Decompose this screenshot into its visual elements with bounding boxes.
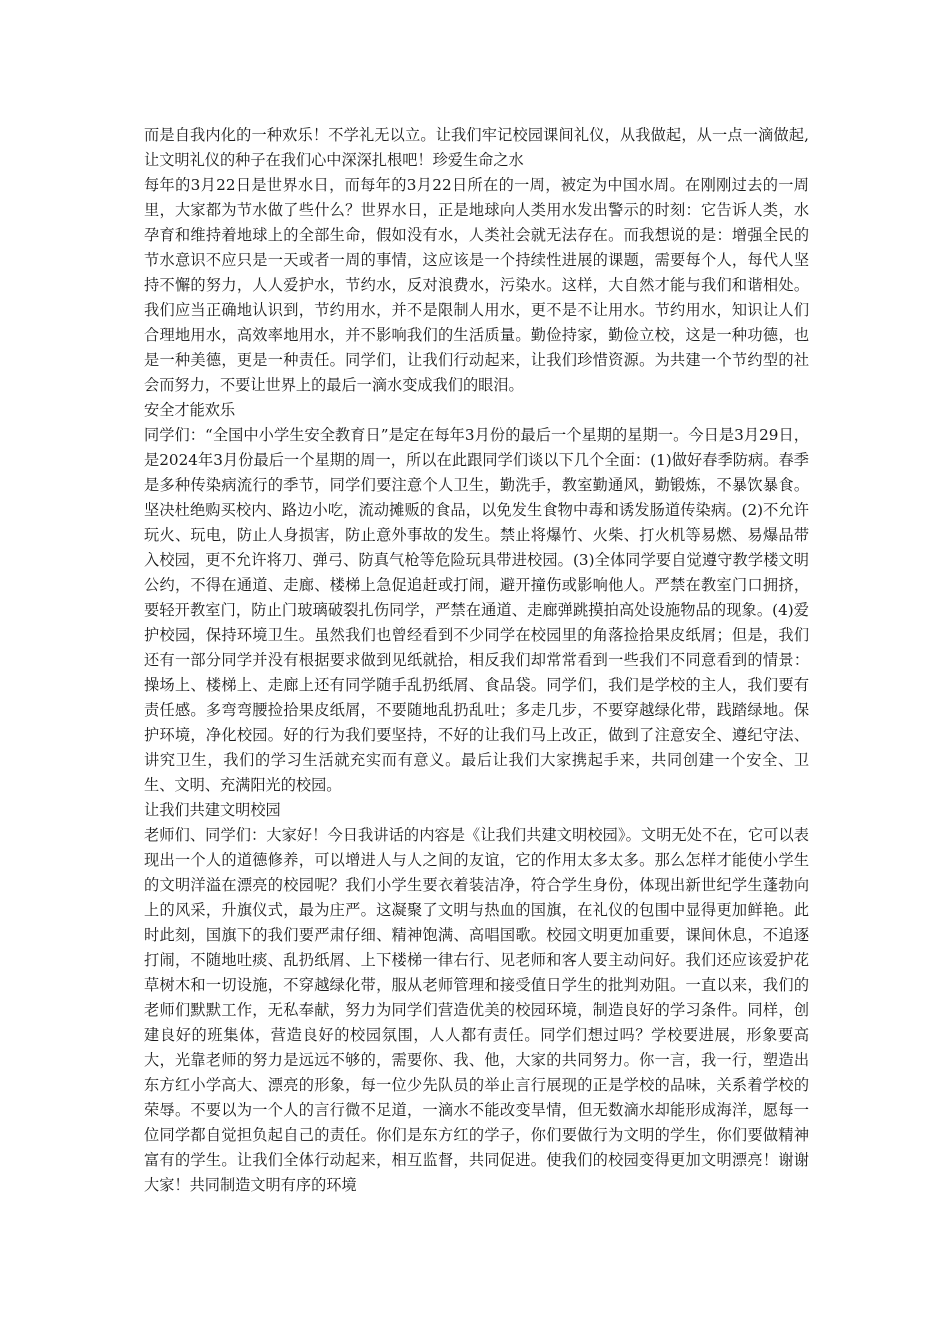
civilized-campus-title: 让我们共建文明校园: [144, 801, 281, 819]
safety-section-paragraph: 同学们：“全国中小学生安全教育日”是定在每年3月份的最后一个星期的星期一。今日是3月29日，是2024年3月份最后一个星期的周一，所以在此跟同学们谈以下几个全面：(1)做好春季防病。春季是多种传染病流行的季节，同学们要注意个人卫生，勤洗手，教室勤通风，勤锻炼，不暴饮暴食。坚决杜绝购买校内、路边小吃，流动摊贩的食品，以免发生食物中毒和诱发肠道传染病。(2)不允许玩火、玩电，防止人身损害，防止意外事故的发生。禁止将爆竹、火柴、打火机等易燃、易爆品带入校园，更不允许将刀、弹弓、防真气枪等危险玩具带进校园。(3)全体同学要自觉遵守教学楼文明公约，不得在通道、走廊、楼梯上急促追赶或打闹，避开撞伤或影响他人。严禁在教室门口拥挤，要轻开教室门，防止门玻璃破裂扎伤同学，严禁在通道、走廊弹跳摸拍高处设施物品的现象。(4)爱护校园，保持环境卫生。虽然我们也曾经看到不少同学在校园里的角落捡拾果皮纸屑；但是，我们还有一部分同学并没有根据要求做到见纸就拾，相反我们却常常看到一些我们不同意看到的情景：操场上、楼梯上、走廊上还有同学随手乱扔纸屑、食品袋。同学们，我们是学校的主人，我们要有责任感。多弯弯腰捡拾果皮纸屑，不要随地乱扔乱吐；多走几步，不要穿越绿化带，践踏绿地。保护环境，净化校园。好的行为我们要坚持，不好的让我们马上改正，做到了注意安全、遵纪守法、讲究卫生，我们的学习生活就充实而有意义。最后让我们大家携起手来，共同创建一个安全、卫生、文明、充满阳光的校园。: [144, 426, 809, 794]
document-body: [144, 123, 809, 1198]
water-week-paragraph: 每年的3月22日是世界水日，而每年的3月22日所在的一周，被定为中国水周。在刚刚过去的一周里，大家都为节水做了些什么？世界水日，正是地球向人类用水发出警示的时刻：它告诉人类，水孕育和维持着地球上的全部生命，假如没有水，人类社会就无法存在。而我想说的是：增强全民的节水意识不应只是一天或者一周的事情，这应该是一个持续性进展的课题，需要每个人，每代人坚持不懈的努力，人人爱护水，节约水，反对浪费水，污染水。这样，大自然才能与我们和谐相处。我们应当正确地认识到，节约用水，并不是限制人用水，更不是不让用水。节约用水，知识让人们合理地用水，高效率地用水，并不影响我们的生活质量。勤俭持家，勤俭立校，这是一种功德，也是一种美德，更是一种责任。同学们，让我们行动起来，让我们珍惜资源。为共建一个节约型的社会而努力，不要让世界上的最后一滴水变成我们的眼泪。: [144, 176, 809, 394]
civilized-campus-paragraph: 老师们、同学们：大家好！今日我讲话的内容是《让我们共建文明校园》。文明无处不在，它可以表现出一个人的道德修养，可以增进人与人之间的友谊，它的作用太多太多。那么怎样才能使小学生的文明洋溢在漂亮的校园呢？我们小学生要衣着装洁净，符合学生身份，体现出新世纪学生蓬勃向上的风采，升旗仪式，最为庄严。这凝聚了文明与热血的国旗，在礼仪的包围中显得更加鲜艳。此时此刻，国旗下的我们要严肃仔细、精神饱满、高唱国歌。校园文明更加重要，课间休息，不追逐打闹，不随地吐痰、乱扔纸屑、上下楼梯一律右行、见老师和客人要主动问好。我们还应该爱护花草树木和一切设施，不穿越绿化带，服从老师管理和接受值日学生的批判劝阻。一直以来，我们的老师们默默工作，无私奉献，努力为同学们营造优美的校园环境，制造良好的学习条件。同样，创建良好的班集体，营造良好的校园氛围，人人都有责任。同学们想过吗？学校要进展，形象要高大，光靠老师的努力是远远不够的，需要你、我、他，大家的共同努力。你一言，我一行，塑造出东方红小学高大、漂亮的形象，每一位少先队员的举止言行展现的正是学校的品味，关系着学校的荣辱。不要以为一个人的言行微不足道，一滴水不能改变旱情，但无数滴水却能形成海洋，愿每一位同学都自觉担负起自己的责任。你们是东方红的学子，你们要做行为文明的学生，你们要做精神富有的学生。让我们全体行动起来，相互监督，共同促进。使我们的校园变得更加文明漂亮！谢谢大家！共同制造文明有序的环境: [144, 826, 809, 1194]
intro-paragraph: 而是自我内化的一种欢乐！不学礼无以立。让我们牢记校园课间礼仪，从我做起，从一点一滴做起,让文明礼仪的种子在我们心中深深扎根吧！珍爱生命之水: [144, 126, 809, 169]
safety-section-title: 安全才能欢乐: [144, 401, 236, 419]
